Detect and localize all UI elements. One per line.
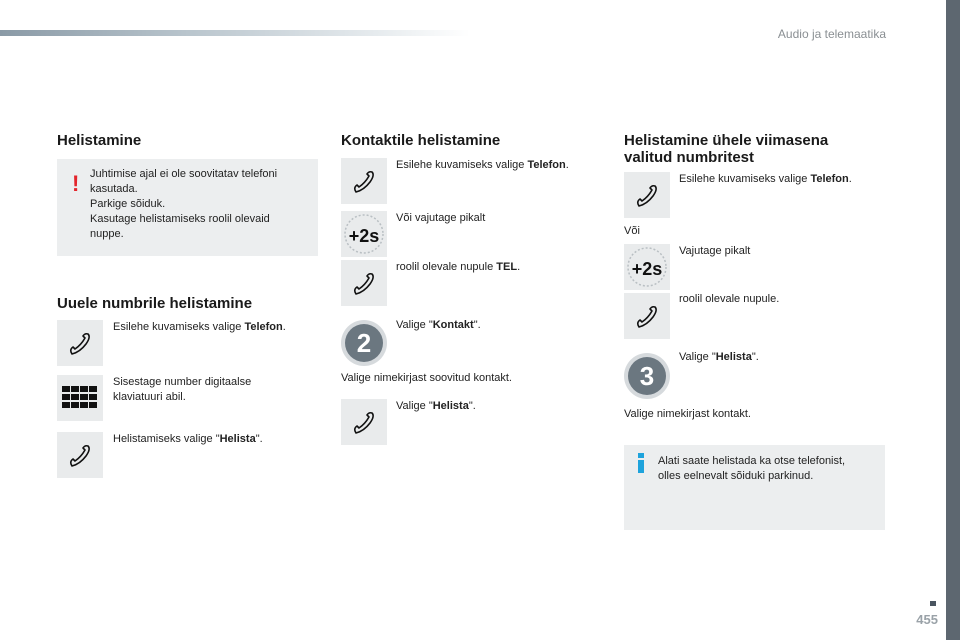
col3-title: Helistamine ühele viimasena valitud numbritest bbox=[624, 132, 829, 166]
col3-step1: Esilehe kuvamiseks valige Telefon. bbox=[679, 173, 852, 185]
col2-step1: Esilehe kuvamiseks valige Telefon. bbox=[396, 159, 569, 171]
col1-step1: Esilehe kuvamiseks valige Telefon. bbox=[113, 321, 286, 333]
col1-subtitle: Uuele numbrile helistamine bbox=[57, 295, 253, 312]
keypad-icon bbox=[57, 375, 103, 421]
col3-step4: Valige "Helista". bbox=[679, 351, 759, 363]
long-press-icon bbox=[341, 211, 387, 257]
header-rule bbox=[0, 30, 470, 36]
step-badge: 2 bbox=[341, 320, 387, 366]
info-text: Alati saate helistada ka otse telefonist, olles eelnevalt sõiduki parkinud. bbox=[658, 455, 846, 482]
col3-step5: Valige nimekirjast kontakt. bbox=[624, 408, 751, 420]
col3-step2: Vajutage pikalt bbox=[679, 245, 751, 257]
step-badge: 3 bbox=[624, 353, 670, 399]
phone-icon bbox=[624, 293, 670, 339]
page-number: 455 bbox=[916, 612, 938, 627]
section-title: Audio ja telemaatika bbox=[777, 27, 886, 41]
col3-step3: roolil olevale nupule. bbox=[679, 293, 780, 305]
col3-or: Või bbox=[624, 225, 640, 237]
col2-step6: Valige "Helista". bbox=[396, 400, 476, 412]
phone-icon bbox=[341, 260, 387, 306]
side-strip bbox=[946, 0, 960, 640]
col1-step3: Helistamiseks valige "Helista". bbox=[113, 433, 263, 445]
phone-icon bbox=[341, 399, 387, 445]
phone-icon bbox=[57, 320, 103, 366]
info-icon bbox=[638, 453, 644, 473]
warning-icon: ! bbox=[72, 171, 80, 196]
phone-icon bbox=[341, 158, 387, 204]
col1-title: Helistamine bbox=[57, 132, 142, 149]
warning-text: Juhtimise ajal ei ole soovitatav telefoni kasutada. Parkige sõiduk. Kasutage helistamiseks roolil olevaid nuppe. bbox=[90, 168, 278, 240]
phone-icon bbox=[624, 172, 670, 218]
col2-step3: roolil olevale nupule TEL. bbox=[396, 261, 521, 273]
col2-step2: Või vajutage pikalt bbox=[396, 212, 486, 224]
col2-step4: Valige "Kontakt". bbox=[396, 319, 481, 331]
phone-icon bbox=[57, 432, 103, 478]
info-box bbox=[624, 445, 885, 530]
warning-box bbox=[57, 159, 318, 256]
col2-step5: Valige nimekirjast soovitud kontakt. bbox=[341, 372, 512, 384]
col1-step2: Sisestage number digitaalse klaviatuuri abil. bbox=[113, 376, 252, 403]
col2-title: Kontaktile helistamine bbox=[341, 132, 501, 149]
long-press-icon bbox=[624, 244, 670, 290]
svg-text:+2s: +2s bbox=[348, 226, 380, 246]
svg-text:+2s: +2s bbox=[631, 259, 663, 279]
